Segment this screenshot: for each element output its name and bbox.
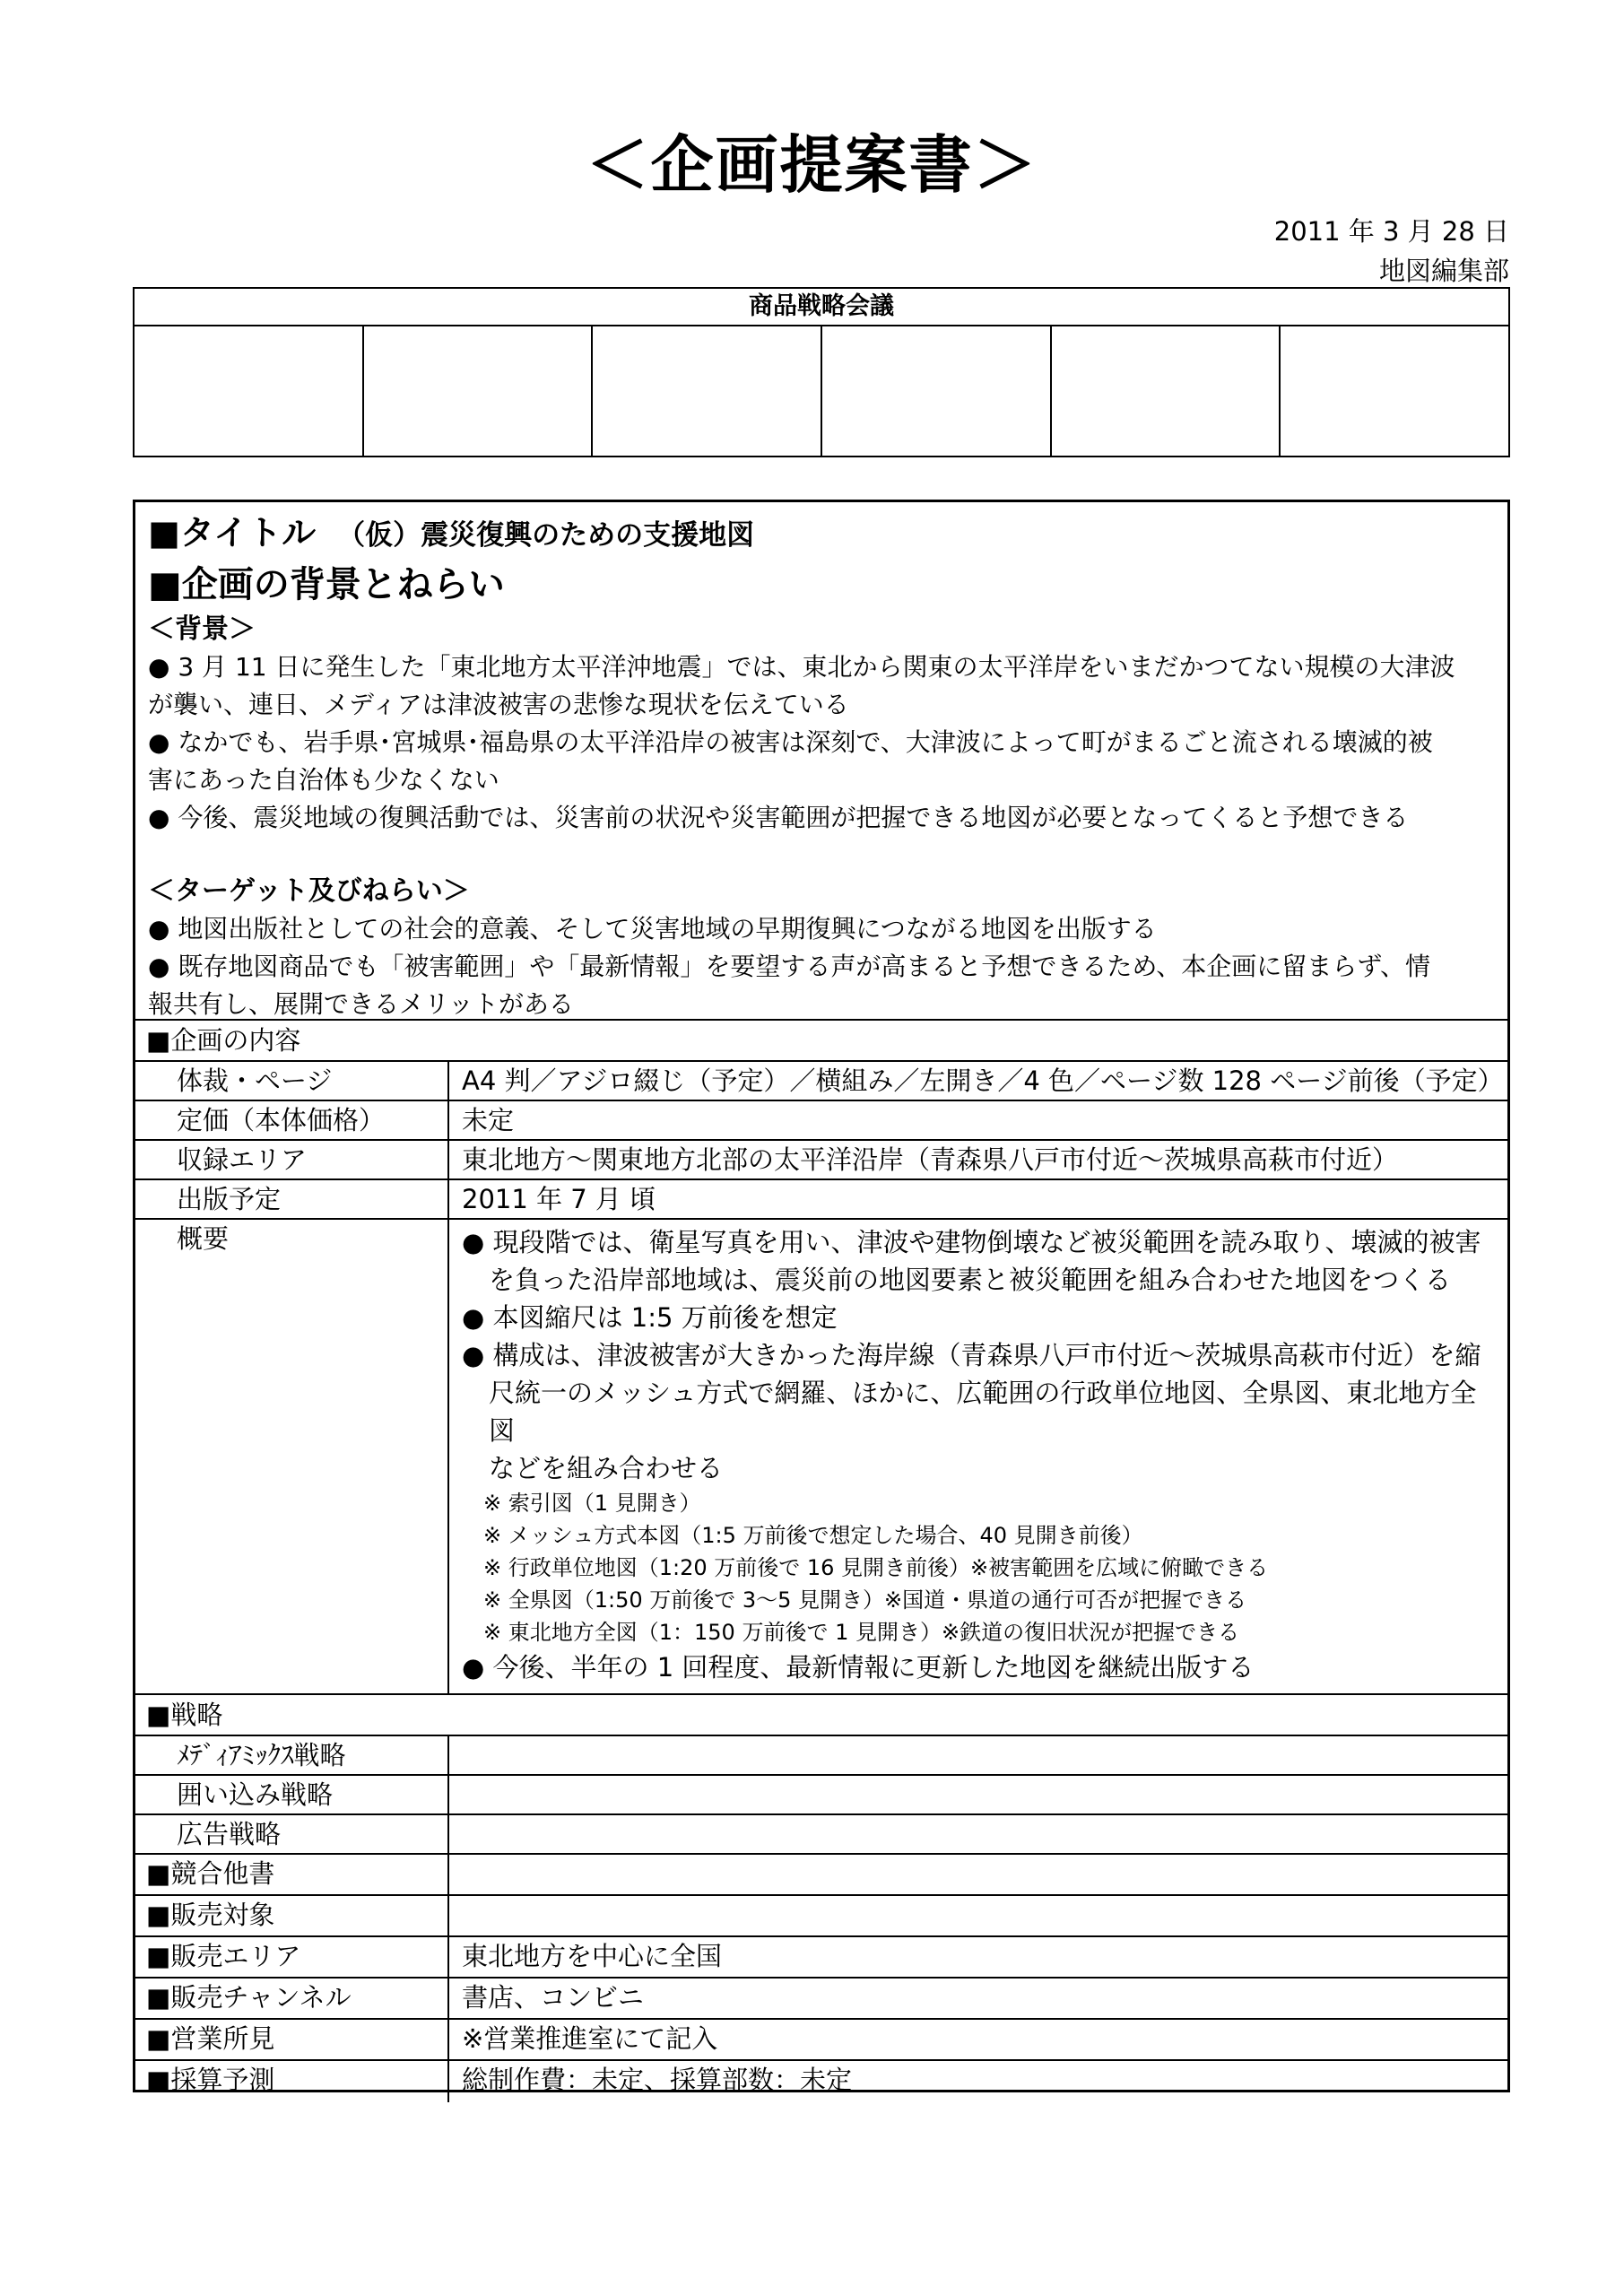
row-label: ■営業所見 [135, 2020, 449, 2059]
overview-note: ※ 索引図（1 見開き） [483, 1491, 701, 1516]
title-row [148, 509, 1495, 559]
background-line: ● 今後、震災地域の復興活動では、災害前の状況や災害範囲が把握できる地図が必要となってくると予想できる [148, 803, 1409, 832]
background-heading: ■企画の背景とねらい [148, 564, 505, 605]
target-line: ● 既存地図商品でも「被害範囲」や「最新情報」を要望する声が高まると予想できるため、本企画に留まらず、情 [148, 952, 1430, 981]
overview-note: ※ 行政単位地図（1:20 万前後で 16 見開き前後）※被害範囲を広域に俯瞰できる [483, 1555, 1269, 1580]
row-value: 東北地方～関東地方北部の太平洋沿岸（青森県八戸市付近～茨城県高萩市付近） [462, 1144, 1399, 1175]
row-value: ※営業推進室にて記入 [462, 2023, 718, 2054]
overview-bullet-cont: を負った沿岸部地域は、震災前の地図要素と被災範囲を組み合わせた地図をつくる [489, 1265, 1452, 1295]
proposal-table [133, 500, 1510, 2095]
row-value [449, 1736, 1507, 1774]
content-row [135, 1141, 1507, 1180]
overview-bullet-cont: 尺統一のメッシュ方式で網羅、ほかに、広範囲の行政単位地図、全県図、東北地方全図 [489, 1378, 1477, 1446]
info-row [135, 1896, 1507, 1937]
meeting-approval-table [133, 287, 1510, 457]
title-value: （仮）震災復興のための支援地図 [337, 519, 755, 552]
title-heading: ■タイトル [148, 513, 317, 552]
document-title: ＜企画提案書＞ [586, 128, 1038, 202]
overview-label: 概要 [135, 1220, 449, 1693]
background-line: ● なかでも、岩手県･宮城県･福島県の太平洋沿岸の被害は深刻で、大津波によって町がまるごと流される壊滅的被 [148, 727, 1433, 757]
row-value [449, 1896, 1507, 1935]
background-line: が襲い、連日、メディアは津波被害の悲惨な現状を伝えている [148, 690, 849, 719]
row-label: 囲い込み戦略 [135, 1776, 449, 1813]
approval-cells [135, 326, 1508, 456]
row-label: ■競合他書 [135, 1855, 449, 1894]
approval-cell [1052, 326, 1281, 456]
row-value: 未定 [462, 1105, 515, 1135]
approval-cell [822, 326, 1052, 456]
info-row [135, 2061, 1507, 2102]
strategy-row [135, 1736, 1507, 1776]
overview-bullet: ● 本図縮尺は 1:5 万前後を想定 [462, 1302, 838, 1333]
target-line: ● 地図出版社としての社会的意義、そして災害地域の早期復興につながる地図を出版する [148, 914, 1157, 944]
content-heading: ■企画の内容 [135, 1021, 1507, 1062]
document-date: 2011 年 3 月 28 日 [1273, 216, 1509, 247]
strategy-row [135, 1815, 1507, 1855]
meeting-title: 商品戦略会議 [135, 289, 1508, 326]
overview-content [449, 1220, 1507, 1693]
info-row [135, 2020, 1507, 2061]
approval-cell [593, 326, 822, 456]
row-label: 広告戦略 [135, 1815, 449, 1853]
department-name: 地図編集部 [1378, 256, 1509, 286]
overview-note: ※ 東北地方全図（1：150 万前後で 1 見開き）※鉄道の復旧状況が把握できる [483, 1620, 1240, 1645]
row-value: 書店、コンビニ [462, 1982, 645, 2013]
overview-bullet-cont: などを組み合わせる [489, 1453, 724, 1483]
row-label: 出版予定 [135, 1180, 449, 1218]
row-value: 東北地方を中心に全国 [462, 1941, 723, 1971]
row-label: 収録エリア [135, 1141, 449, 1178]
content-row [135, 1101, 1507, 1141]
row-value: 総制作費：未定、採算部数：未定 [462, 2065, 853, 2095]
background-section [135, 502, 1507, 1021]
approval-cell [1281, 326, 1508, 456]
row-label: ■販売対象 [135, 1896, 449, 1935]
row-value [449, 1815, 1507, 1853]
background-subheading: ＜背景＞ [148, 613, 256, 645]
row-label: ﾒﾃﾞｨｱﾐｯｸｽ戦略 [135, 1736, 449, 1774]
row-label: 定価（本体価格） [135, 1101, 449, 1139]
overview-bullet: ● 現段階では、衛星写真を用い、津波や建物倒壊など被災範囲を読み取り、壊滅的被害 [462, 1227, 1481, 1257]
row-value [449, 1855, 1507, 1894]
overview-note: ※ 全県図（1:50 万前後で 3～5 見開き）※国道・県道の通行可否が把握できる [483, 1587, 1247, 1613]
row-label: 体裁・ページ [135, 1062, 449, 1100]
strategy-heading: ■戦略 [135, 1695, 1507, 1736]
info-row [135, 1855, 1507, 1896]
background-line: ● 3 月 11 日に発生した「東北地方太平洋沖地震」では、東北から関東の太平洋岸をいまだかつてない規模の大津波 [148, 652, 1455, 682]
row-value [449, 1776, 1507, 1813]
overview-row [135, 1220, 1507, 1695]
approval-cell [364, 326, 594, 456]
target-line: 報共有し、展開できるメリットがある [148, 989, 574, 1019]
row-label: ■採算予測 [135, 2061, 449, 2102]
overview-note: ※ メッシュ方式本図（1:5 万前後で想定した場合、40 見開き前後） [483, 1523, 1143, 1548]
row-label: ■販売チャンネル [135, 1979, 449, 2018]
info-row [135, 1979, 1507, 2020]
content-row [135, 1180, 1507, 1220]
row-label: ■販売エリア [135, 1937, 449, 1977]
overview-bullet: ● 今後、半年の 1 回程度、最新情報に更新した地図を継続出版する [462, 1652, 1255, 1683]
content-row [135, 1062, 1507, 1101]
overview-bullet: ● 構成は、津波被害が大きかった海岸線（青森県八戸市付近～茨城県高萩市付近）を縮 [462, 1340, 1481, 1370]
row-value: A4 判／アジロ綴じ（予定）／横組み／左開き／4 色／ページ数 128 ページ前後（予定） [462, 1065, 1504, 1096]
strategy-row [135, 1776, 1507, 1815]
background-line: 害にあった自治体も少なくない [148, 765, 499, 795]
target-subheading: ＜ターゲット及びねらい＞ [148, 875, 470, 907]
approval-cell [135, 326, 364, 456]
row-value: 2011 年 7 月 頃 [462, 1184, 656, 1214]
info-row [135, 1937, 1507, 1979]
